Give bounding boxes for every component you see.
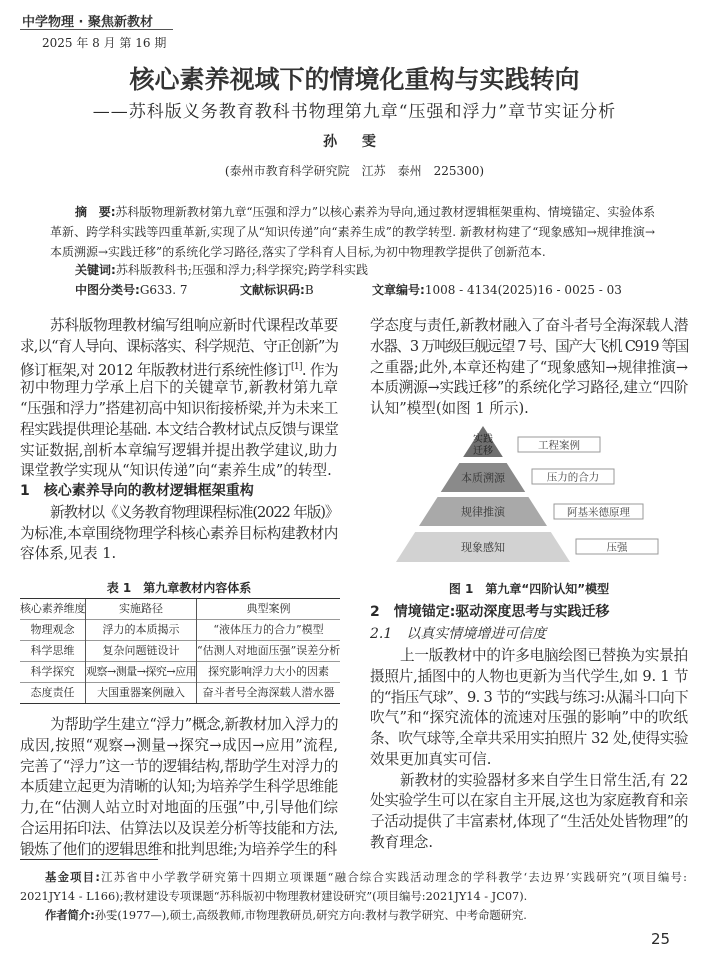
- table-cell: 浮力的本质揭示: [86, 620, 197, 641]
- body-text-line: 条、吹气球等,全章共采用实拍照片 32 处,使得实验: [370, 730, 688, 747]
- doc-value: B: [304, 283, 314, 297]
- section-heading-2: 2 情境锚定:驱动深度思考与实践迁移: [370, 604, 610, 620]
- keywords-label: 关键词:: [75, 263, 116, 277]
- article-number: [372, 280, 672, 300]
- body-text-line: 实证数据,剖析本章编写逻辑并提出教学建议,助力: [20, 441, 338, 459]
- abstract-line: [75, 202, 655, 222]
- article-label: 文章编号:: [372, 283, 425, 297]
- table-cell: “液体压力的合力”模型: [197, 620, 341, 641]
- four-stage-pyramid-figure: [370, 415, 690, 575]
- figure-caption: 图 1 第九章“四阶认知”模型: [448, 582, 610, 596]
- body-text-line: 新教材以《义务教育物理课程标准(2022 年版)》: [50, 503, 339, 521]
- author-bio-label: 作者简介:: [45, 909, 95, 922]
- abstract-line: 革新、跨学科实践等四重革新,实现了从“知识传递”向“素养生成”的教学转型. 新教材构建了“现象感知→规律推演→: [50, 225, 655, 239]
- pyramid-tier-label: 迁移: [473, 446, 493, 457]
- fund-note-cont: 2021JY14 - L166);教材建设专项课题“苏科版初中物理教材建设研究”(项目编号:2021JY14 - JC07).: [20, 890, 528, 903]
- body-text-line: 本质建立起更为清晰的认知;为培养学生科学思维能: [20, 778, 338, 796]
- body-text-line: 容体系,见表 1.: [20, 545, 117, 563]
- pyramid-tier-label: 规律推演: [461, 505, 505, 519]
- body-text-line: 学态度与责任,新教材融入了奋斗者号全海深载人潜: [370, 317, 688, 334]
- page-number: 25: [651, 930, 671, 948]
- subsection-heading-2-1: 2.1 以真实情境增进可信度: [370, 626, 547, 642]
- document-code: [240, 280, 368, 300]
- body-text-line: 处实验学生可以在家自主开展,这也为家庭教育和亲: [370, 792, 688, 810]
- article-subtitle: ——苏科版义务教育教科书物理第九章“压强和浮力”章节实证分析: [92, 102, 617, 122]
- keywords: [75, 260, 368, 280]
- text-underline: [20, 859, 158, 860]
- example-label: 阿基米德原理: [567, 506, 630, 519]
- issue-date: 2025 年 8 月 第 16 期: [42, 36, 167, 50]
- table-row: [20, 683, 340, 704]
- table-cell: 探究影响浮力大小的因素: [197, 662, 341, 683]
- author-name: 孙 雯: [323, 134, 386, 150]
- table-cell: 奋斗者号全海深载人潜水器: [197, 683, 341, 704]
- fund-text: 江苏省中小学教学研究第十四期立项课题“融合综合实践活动理念的学科教学‘去边界’实践研究”(项目编号:: [99, 871, 687, 884]
- table-cell: 科学探究: [20, 662, 86, 683]
- body-text-line: 本质溯源→实践迁移”的系统化学习路径,建立“四阶: [370, 379, 688, 397]
- table-cell: 物理观念: [20, 620, 86, 641]
- article-value: 1008 - 4134(2025)16 - 0025 - 03: [424, 283, 622, 297]
- body-text-line: 摄照片,插图中的人物也更新为当代学生,如 9. 1 节: [370, 667, 689, 685]
- body-text-line: 为标准,本章围绕物理学科核心素养目标构建教材内: [20, 524, 338, 542]
- affiliation: (泰州市教育科学研究院 江苏 泰州 225300): [224, 164, 485, 178]
- body-text-line: 效果更加真实可信.: [370, 750, 492, 768]
- body-text-line: 教育理念.: [370, 833, 434, 851]
- table-header-cell: 典型案例: [197, 599, 341, 620]
- example-label: 工程案例: [538, 439, 580, 452]
- body-text-line: “压强和浮力”搭建初高中知识衔接桥梁,并为未来工: [20, 400, 338, 417]
- body-text-line: 认知”模型(如图 1 所示).: [370, 400, 529, 417]
- abstract-line: 本质溯源→实践迁移”的系统化学习路径,落实了学科育人目标,为初中物理教学提供了创新范本.: [50, 245, 546, 259]
- table-cell: 科学思维: [20, 641, 86, 662]
- table-cell: 大国重器案例融入: [86, 683, 197, 704]
- body-text-line: 锻炼了他们的逻辑思维和批判思维;为培养学生的科: [20, 840, 337, 858]
- body-text-line: 之重器;此外,本章还构建了“现象感知→规律推演→: [370, 358, 688, 376]
- fund-label: 基金项目:: [45, 871, 100, 884]
- table-cell: 态度责任: [20, 683, 86, 704]
- header-rule: [20, 29, 173, 30]
- table-row: [20, 641, 340, 662]
- body-text-line: 课堂教学实现从“知识传递”向“素养生成”的转型.: [20, 462, 332, 480]
- content-table: [20, 598, 340, 704]
- table-cell: “估测人对地面压强”误差分析: [197, 641, 341, 662]
- pyramid-tier-label: 实践: [473, 434, 493, 445]
- body-text-line: 的“指压气球”、9. 3 节的“实践与练习:从漏斗口向下: [370, 688, 688, 706]
- body-text: . 作为: [301, 361, 338, 379]
- fund-note: [45, 868, 687, 887]
- article-title: 核心素养视域下的情境化重构与实践转向: [129, 65, 580, 94]
- table-caption: 表 1 第九章教材内容体系: [106, 581, 252, 595]
- clc-label: 中图分类号:: [75, 283, 140, 297]
- body-text-line: 上一版教材中的许多电脑绘图已替换为实景拍: [400, 647, 688, 664]
- body-text-line: 为帮助学生建立“浮力”概念,新教材加入浮力的: [50, 716, 339, 733]
- clc-value: G633. 7: [139, 283, 188, 297]
- pyramid-tier-label: 现象感知: [461, 541, 505, 554]
- body-text-line: 程实践提供理论基础. 本文结合教材试点反馈与课堂: [20, 420, 339, 438]
- clc-number: [75, 280, 235, 300]
- body-text-line: 新教材的实验器材多来自学生日常生活,有 22: [400, 771, 689, 789]
- body-text-line: 初中物理力学承上启下的关键章节,新教材第九章: [20, 379, 338, 397]
- example-label: 压强: [606, 541, 628, 554]
- doc-label: 文献标识码:: [240, 283, 305, 297]
- body-text-line: 力,在“估测人站立时对地面的压强”中,引导他们综: [20, 799, 338, 816]
- body-text: 修订框架,对 2012 年版教材进行系统性修订: [20, 361, 291, 379]
- body-text-line: 子活动提供了丰富素材,体现了“生活处处皆物理”的: [370, 813, 688, 830]
- table-row: [20, 662, 340, 683]
- citation-ref: [1]: [290, 361, 302, 372]
- author-bio: [45, 906, 687, 925]
- body-text-line: 水器、3 万吨级巨舰远望 7 号、国产大飞机 C919 等国: [370, 337, 688, 355]
- body-text-line: 求,以“育人导向、课标落实、科学规范、守正创新”为: [20, 337, 339, 355]
- section-heading-1: 1 核心素养导向的教材逻辑框架重构: [20, 483, 254, 499]
- body-text-line: 完善了“浮力”这一节的逻辑结构,帮助学生对浮力的: [20, 757, 338, 775]
- body-text-line: 合运用拓印法、估算法以及误差分析等技能和方法,: [20, 819, 338, 837]
- body-text-line: 苏科版物理教材编写组响应新时代课程改革要: [50, 317, 338, 334]
- table-header-cell: 核心素养维度: [20, 599, 86, 620]
- table-row: [20, 620, 340, 641]
- body-text-line: 吹气”和“探究流体的流速对压强的影响”中的吹纸: [370, 709, 688, 727]
- abstract-text: 苏科版物理新教材第九章“压强和浮力”以核心素养为导向,通过教材逻辑框架重构、情境锚定、实验体系: [115, 205, 656, 219]
- table-header-row: [20, 599, 340, 620]
- body-text-line: [20, 357, 338, 378]
- journal-name: 中学物理 · 聚焦新教材: [22, 15, 153, 30]
- example-label: 压力的合力: [546, 471, 600, 484]
- pyramid-tier-label: 本质溯源: [461, 471, 505, 485]
- body-text-line: 成因,按照“观察→测量→探究→成因→应用”流程,: [20, 736, 338, 754]
- table-cell: 观察→测量→探究→应用: [86, 662, 197, 683]
- author-bio-text: 孙雯(1977—),硕士,高级教师,市物理教研员,研究方向:教材与教学研究、中考命题研究.: [94, 909, 527, 922]
- keywords-text: 苏科版教科书;压强和浮力;科学探究;跨学科实践: [115, 263, 368, 277]
- abstract-label: 摘 要:: [75, 205, 116, 219]
- table-cell: 复杂问题链设计: [86, 641, 197, 662]
- table-header-cell: 实施路径: [86, 599, 197, 620]
